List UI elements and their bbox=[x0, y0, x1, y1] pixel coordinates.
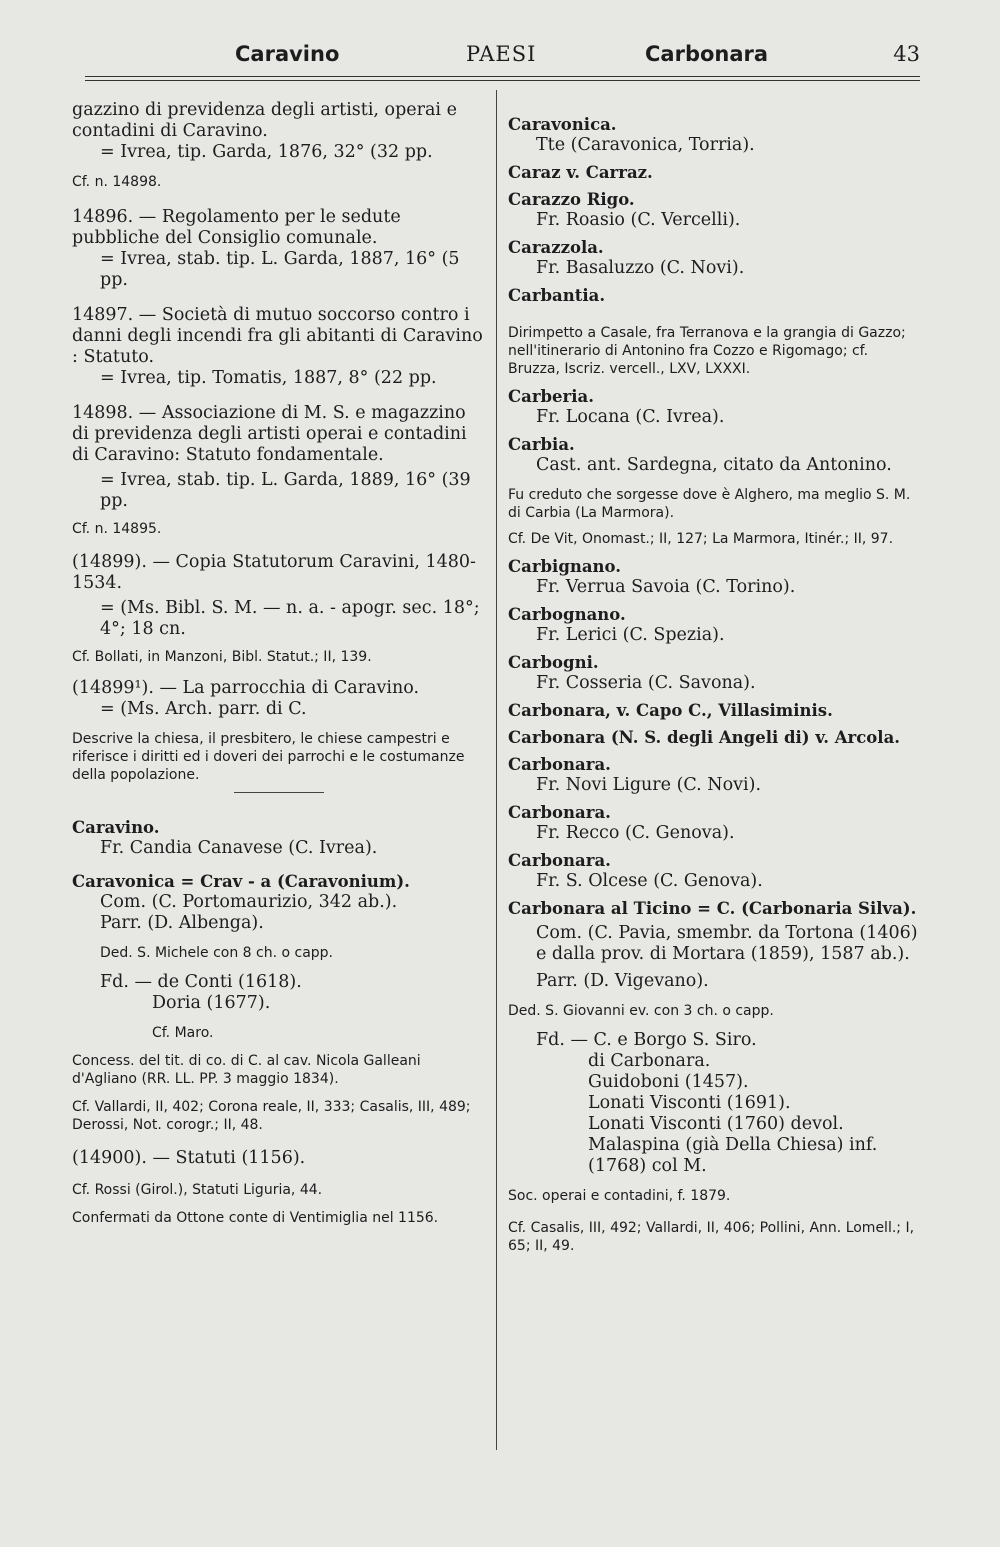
entry-text: Parr. (D. Albenga). bbox=[100, 913, 264, 933]
entry-text: Concess. del tit. di co. di C. al cav. Nicola Galleani d'Agliano (RR. LL. PP. 3 maggio 1834). bbox=[72, 1053, 421, 1087]
entry-text: Cf. De Vit, Onomast.; II, 127; La Marmora, Itinér.; II, 97. bbox=[508, 531, 894, 547]
entry-heading: Caravonica = Crav - a (Caravonium). bbox=[72, 872, 410, 891]
entry-text: = Ivrea, stab. tip. L. Garda, 1889, 16° (39 pp. bbox=[100, 470, 471, 511]
entry-text: Fr. Cosseria (C. Savona). bbox=[536, 673, 756, 693]
header-rule-double bbox=[85, 80, 920, 81]
entry-text: = (Ms. Arch. parr. di C. bbox=[100, 699, 307, 719]
entry-text: Cast. ant. Sardegna, citato da Antonino. bbox=[536, 455, 892, 475]
entry-text: Com. (C. Pavia, smembr. da Tortona (1406) e dalla prov. di Mortara (1859), 1587 ab.). bbox=[536, 923, 918, 964]
entry-text: Ded. S. Giovanni ev. con 3 ch. o capp. bbox=[508, 1003, 774, 1019]
entry-text: Soc. operai e contadini, f. 1879. bbox=[508, 1188, 731, 1204]
entry-heading: Carbonara, v. Capo C., Villasiminis. bbox=[508, 701, 833, 720]
header-right-keyword: Carbonara bbox=[645, 42, 769, 66]
entry-text: Cf. Maro. bbox=[152, 1025, 214, 1041]
entry-text: Fr. Verrua Savoia (C. Torino). bbox=[536, 577, 796, 597]
entry-text: Cf. Casalis, III, 492; Vallardi, II, 406; Pollini, Ann. Lomell.; I, 65; II, 49. bbox=[508, 1220, 915, 1254]
entry-text: Fr. Basaluzzo (C. Novi). bbox=[536, 258, 745, 278]
entry-heading: Carbogni. bbox=[508, 653, 599, 672]
entry-heading: Carberia. bbox=[508, 387, 594, 406]
entry-heading: Carbonara (N. S. degli Angeli di) v. Arcola. bbox=[508, 728, 901, 747]
entry-text: Cf. n. 14895. bbox=[72, 521, 162, 537]
entry-text: Cf. Bollati, in Manzoni, Bibl. Statut.; II, 139. bbox=[72, 649, 372, 665]
left-column bbox=[72, 100, 486, 1227]
entry-text: Dirimpetto a Casale, fra Terranova e la grangia di Gazzo; nell'itinerario di Antonino fra Cozzo e Rigomago; cf. Bruzza, Iscriz. vercell., LXV, LXXXI. bbox=[508, 325, 906, 377]
entry-text: Doria (1677). bbox=[152, 993, 271, 1013]
entry-text: Parr. (D. Vigevano). bbox=[536, 971, 709, 991]
entry-heading: Caraz v. Carraz. bbox=[508, 163, 653, 182]
entry-heading: Carbonara. bbox=[508, 851, 611, 870]
entry-text: (14900). — Statuti (1156). bbox=[72, 1148, 306, 1168]
entry-text: (14899¹). — La parrocchia di Caravino. bbox=[72, 678, 420, 698]
entry-text: Fr. Recco (C. Genova). bbox=[536, 823, 735, 843]
header-section-title: PAESI bbox=[466, 42, 537, 66]
entry-text: Fr. Lerici (C. Spezia). bbox=[536, 625, 725, 645]
entry-text: Fr. S. Olcese (C. Genova). bbox=[536, 871, 763, 891]
section-separator bbox=[234, 792, 324, 793]
entry-text: (14899). — Copia Statutorum Caravini, 1480-1534. bbox=[72, 552, 476, 593]
running-header bbox=[60, 42, 920, 76]
entry-text: Com. (C. Portomaurizio, 342 ab.). bbox=[100, 892, 398, 912]
entry-text: Cf. Rossi (Girol.), Statuti Liguria, 44. bbox=[72, 1182, 323, 1198]
entry-heading: Carbonara al Ticino = C. (Carbonaria Silva). bbox=[508, 899, 917, 918]
header-left-keyword: Caravino bbox=[235, 42, 340, 66]
entry-text: Cf. n. 14898. bbox=[72, 174, 162, 190]
entry-text: Lonati Visconti (1691). bbox=[588, 1093, 791, 1113]
entry-text: gazzino di previdenza degli artisti, operai e contadini di Caravino. bbox=[72, 100, 457, 141]
entry-text: 14896. — Regolamento per le sedute pubbliche del Consiglio comunale. bbox=[72, 207, 401, 248]
entry-text: Cf. Vallardi, II, 402; Corona reale, II, 333; Casalis, III, 489; Derossi, Not. corogr.; II, 48. bbox=[72, 1099, 471, 1133]
entry-text: di Carbonara. bbox=[588, 1051, 711, 1071]
header-rule bbox=[85, 76, 920, 77]
entry-heading: Caravino. bbox=[72, 818, 160, 837]
right-column bbox=[508, 100, 923, 1255]
entry-text: Fr. Locana (C. Ivrea). bbox=[536, 407, 725, 427]
entry-heading: Carbia. bbox=[508, 435, 575, 454]
entry-text: 14898. — Associazione di M. S. e magazzino di previdenza degli artisti operai e contadini di Caravino: Statuto fondamentale. bbox=[72, 403, 467, 465]
entry-text: Lonati Visconti (1760) devol. bbox=[588, 1114, 844, 1134]
entry-heading: Carbognano. bbox=[508, 605, 626, 624]
entry-heading: Carbonara. bbox=[508, 755, 611, 774]
entry-heading: Carazzola. bbox=[508, 238, 604, 257]
entry-heading: Carbantia. bbox=[508, 286, 606, 305]
entry-heading: Carazzo Rigo. bbox=[508, 190, 635, 209]
entry-heading: Carbignano. bbox=[508, 557, 622, 576]
entry-text: Malaspina (già Della Chiesa) inf. (1768) col M. bbox=[588, 1135, 878, 1176]
entry-heading: Carbonara. bbox=[508, 803, 611, 822]
entry-text: = Ivrea, tip. Tomatis, 1887, 8° (22 pp. bbox=[100, 368, 437, 388]
entry-text: = (Ms. Bibl. S. M. — n. a. - apogr. sec. 18°; 4°; 18 cn. bbox=[100, 598, 480, 639]
entry-heading: Caravonica. bbox=[508, 115, 617, 134]
entry-text: = Ivrea, tip. Garda, 1876, 32° (32 pp. bbox=[100, 142, 433, 162]
entry-text: = Ivrea, stab. tip. L. Garda, 1887, 16° (5 pp. bbox=[100, 249, 460, 290]
entry-text: Fd. — de Conti (1618). bbox=[100, 972, 302, 992]
entry-text: Fr. Novi Ligure (C. Novi). bbox=[536, 775, 762, 795]
entry-text: Tte (Caravonica, Torria). bbox=[536, 135, 755, 155]
entry-text: Confermati da Ottone conte di Ventimiglia nel 1156. bbox=[72, 1210, 439, 1226]
entry-text: Descrive la chiesa, il presbitero, le chiese campestri e riferisce i diritti ed i doveri dei parrochi e le costumanze della popolazione. bbox=[72, 731, 465, 783]
entry-text: Fu creduto che sorgesse dove è Alghero, ma meglio S. M. di Carbia (La Marmora). bbox=[508, 487, 911, 521]
page-number: 43 bbox=[893, 42, 920, 66]
entry-text: 14897. — Società di mutuo soccorso contro i danni degli incendi fra gli abitanti di Caravino : Statuto. bbox=[72, 305, 483, 367]
column-divider bbox=[496, 90, 497, 1450]
entry-text: Fd. — C. e Borgo S. Siro. bbox=[536, 1030, 757, 1050]
entry-text: Fr. Candia Canavese (C. Ivrea). bbox=[100, 838, 378, 858]
entry-text: Guidoboni (1457). bbox=[588, 1072, 749, 1092]
entry-text: Fr. Roasio (C. Vercelli). bbox=[536, 210, 741, 230]
entry-text: Ded. S. Michele con 8 ch. o capp. bbox=[100, 945, 334, 961]
